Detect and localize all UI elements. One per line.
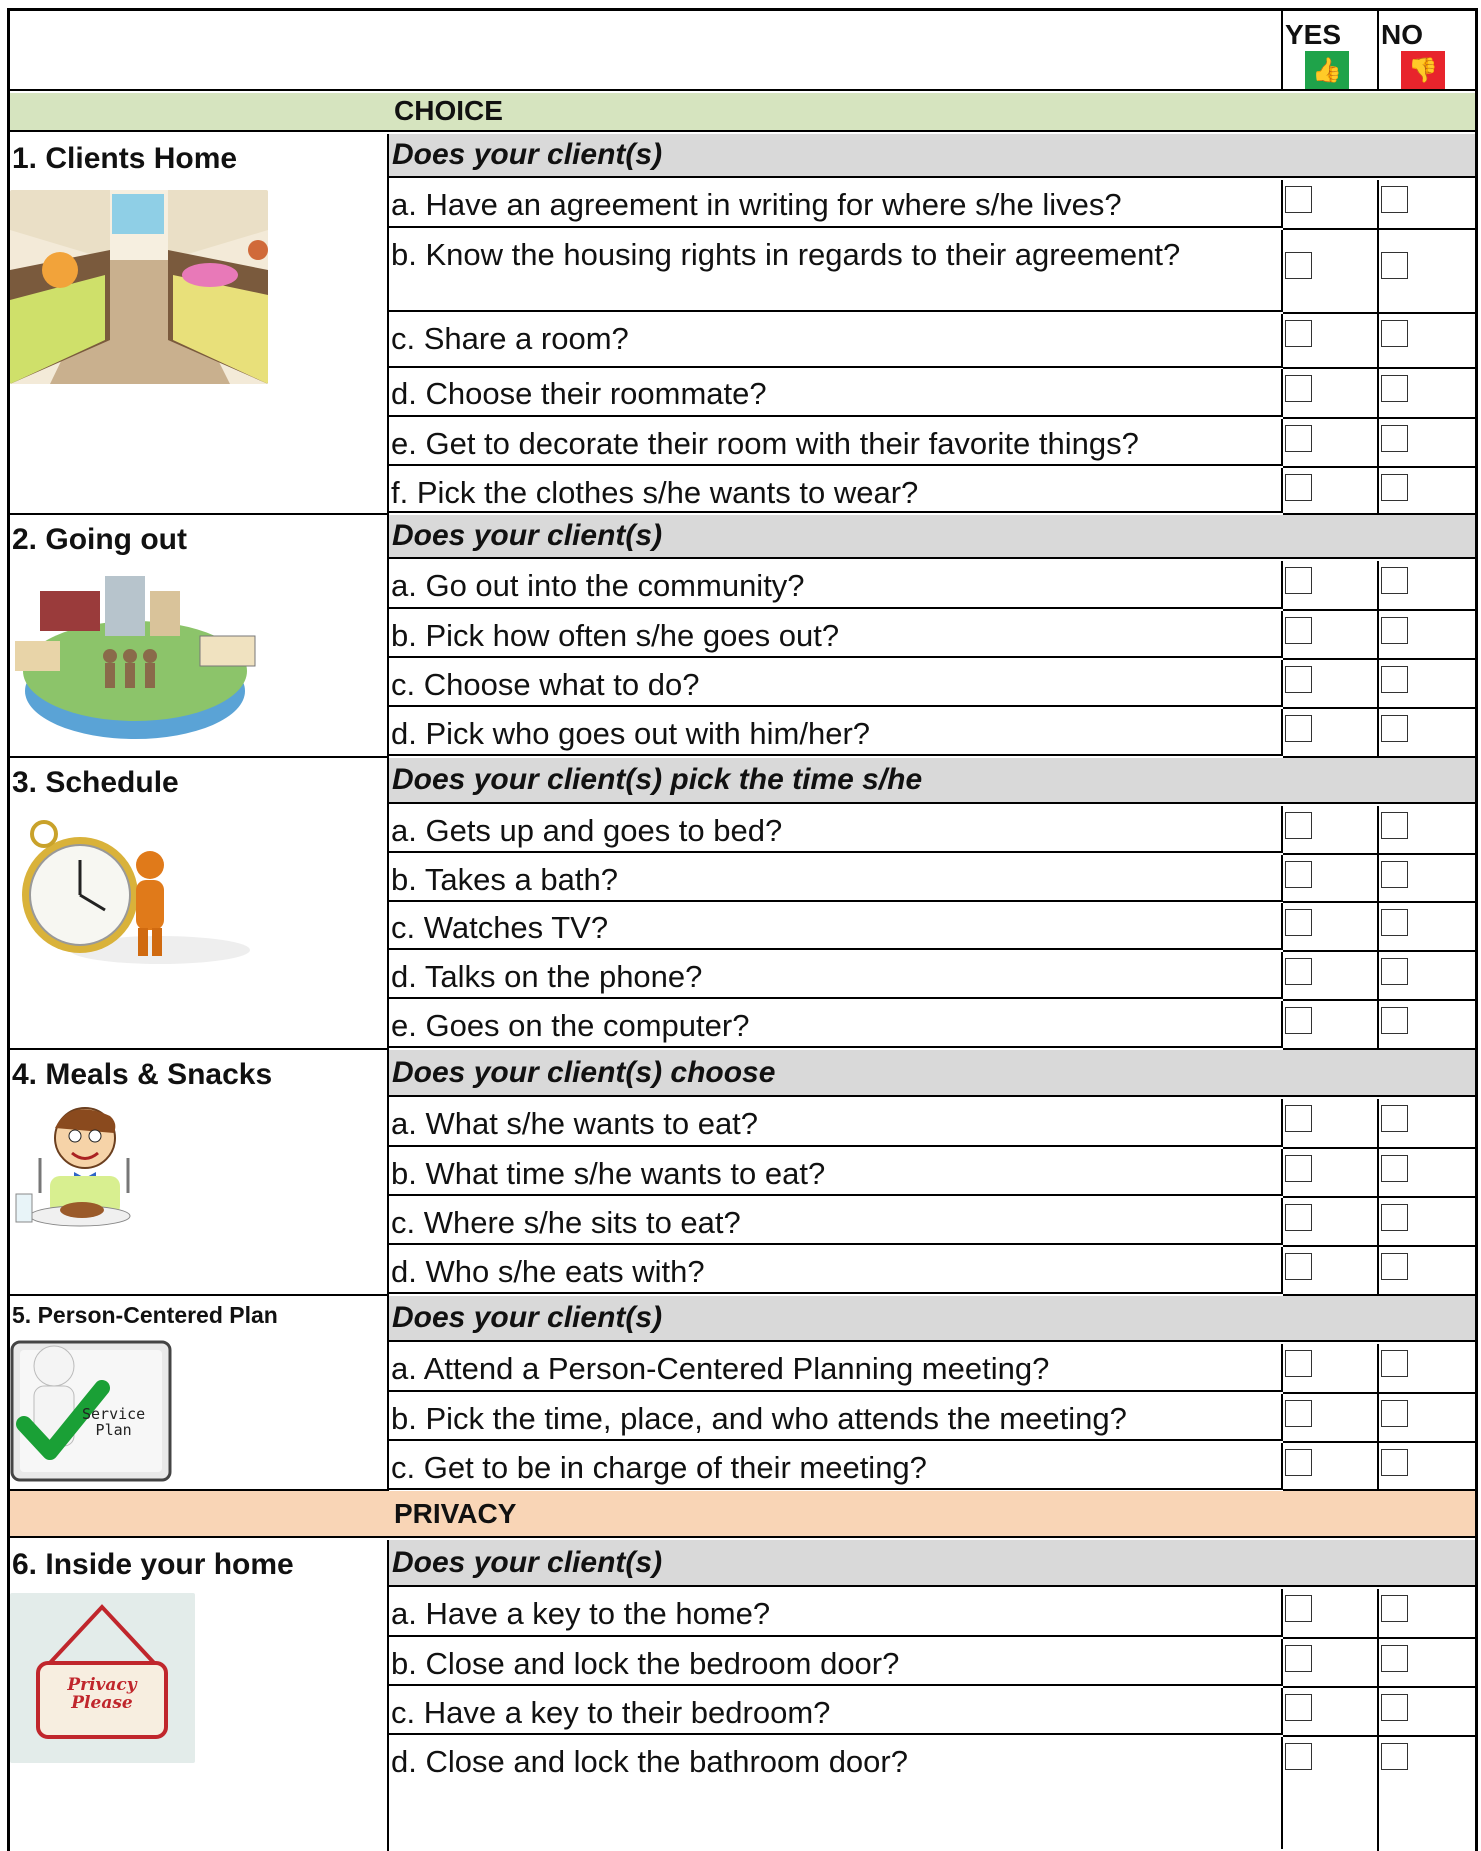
no-checkbox-3c[interactable] (1379, 903, 1475, 952)
no-checkbox-1c[interactable] (1379, 314, 1475, 370)
checkbox[interactable] (1285, 1743, 1312, 1770)
checkbox[interactable] (1381, 1449, 1408, 1476)
no-checkbox-6a[interactable] (1379, 1589, 1475, 1639)
question-3c: c. Watches TV? (389, 903, 1283, 950)
checkbox[interactable] (1285, 1400, 1312, 1427)
yes-checkbox-1b[interactable] (1283, 230, 1379, 314)
no-checkbox-2d[interactable] (1379, 709, 1475, 758)
checkbox[interactable] (1285, 567, 1312, 594)
no-checkbox-6d[interactable] (1379, 1737, 1475, 1851)
checkbox[interactable] (1381, 861, 1408, 888)
no-checkbox-1d[interactable] (1379, 369, 1475, 419)
checkbox[interactable] (1285, 715, 1312, 742)
yes-checkbox-3c[interactable] (1283, 903, 1379, 952)
question-4b: b. What time s/he wants to eat? (389, 1149, 1283, 1196)
yes-checkbox-3b[interactable] (1283, 855, 1379, 904)
yes-checkbox-5b[interactable] (1283, 1394, 1379, 1443)
checkbox[interactable] (1285, 1350, 1312, 1377)
yes-checkbox-3e[interactable] (1283, 1001, 1379, 1050)
no-checkbox-5c[interactable] (1379, 1443, 1475, 1492)
checkbox[interactable] (1285, 186, 1312, 213)
section-title: 3. Schedule (12, 765, 179, 799)
no-checkbox-2b[interactable] (1379, 611, 1475, 660)
yes-checkbox-3d[interactable] (1283, 952, 1379, 1001)
checkbox[interactable] (1285, 474, 1312, 501)
no-checkbox-5b[interactable] (1379, 1394, 1475, 1443)
section-title: 6. Inside your home (12, 1548, 294, 1582)
yes-checkbox-1c[interactable] (1283, 314, 1379, 370)
section-4-label (10, 1050, 389, 1296)
question-2a: a. Go out into the community? (389, 561, 1283, 609)
checkbox[interactable] (1381, 1253, 1408, 1280)
no-column-header (1379, 11, 1475, 91)
privacy-sign-text-2: Please (71, 1693, 133, 1714)
yes-checkbox-5c[interactable] (1283, 1443, 1379, 1492)
question-3e: e. Goes on the computer? (389, 1001, 1283, 1048)
privacy-sign-text-1: Privacy (67, 1675, 137, 1696)
yes-checkbox-1a[interactable] (1283, 180, 1379, 230)
yes-checkbox-6d[interactable] (1283, 1737, 1379, 1851)
section-1-label (10, 134, 389, 515)
section-2-prompt: Does your client(s) (389, 515, 1475, 559)
checkbox[interactable] (1381, 715, 1408, 742)
section-5-label (10, 1296, 389, 1492)
checkbox[interactable] (1285, 1253, 1312, 1280)
yes-checkbox-3a[interactable] (1283, 806, 1379, 855)
question-1f: f. Pick the clothes s/he wants to wear? (389, 468, 1283, 513)
checkbox[interactable] (1381, 1595, 1408, 1622)
question-5c: c. Get to be in charge of their meeting? (389, 1443, 1283, 1490)
no-checkbox-4b[interactable] (1379, 1149, 1475, 1198)
checkbox[interactable] (1285, 1449, 1312, 1476)
checkbox[interactable] (1381, 666, 1408, 693)
question-4a: a. What s/he wants to eat? (389, 1099, 1283, 1147)
checkbox[interactable] (1285, 861, 1312, 888)
question-6d: d. Close and lock the bathroom door? (389, 1737, 1283, 1849)
section-3-label (10, 758, 389, 1050)
question-2d: d. Pick who goes out with him/her? (389, 709, 1283, 756)
question-2b: b. Pick how often s/he goes out? (389, 611, 1283, 658)
checkbox[interactable] (1285, 1595, 1312, 1622)
checkbox[interactable] (1381, 1350, 1408, 1377)
checkbox[interactable] (1285, 958, 1312, 985)
no-checkbox-1b[interactable] (1379, 230, 1475, 314)
checkbox[interactable] (1285, 666, 1312, 693)
no-checkbox-5a[interactable] (1379, 1344, 1475, 1394)
yes-checkbox-6a[interactable] (1283, 1589, 1379, 1639)
yes-checkbox-5a[interactable] (1283, 1344, 1379, 1394)
section-2-label (10, 515, 389, 758)
checkbox[interactable] (1285, 1694, 1312, 1721)
pocket-watch-illustration (10, 810, 255, 975)
checkbox[interactable] (1285, 1007, 1312, 1034)
yes-checkbox-4c[interactable] (1283, 1198, 1379, 1247)
privacy-sign-illustration (10, 1593, 195, 1763)
checkbox[interactable] (1381, 320, 1408, 347)
yes-column-header (1283, 11, 1379, 91)
checkbox[interactable] (1285, 1105, 1312, 1132)
checkbox[interactable] (1381, 1105, 1408, 1132)
checkbox[interactable] (1381, 474, 1408, 501)
checkbox[interactable] (1381, 567, 1408, 594)
checkbox[interactable] (1381, 1155, 1408, 1182)
checkbox[interactable] (1285, 425, 1312, 452)
section-1-prompt: Does your client(s) (389, 134, 1475, 178)
checkbox[interactable] (1381, 812, 1408, 839)
checkbox[interactable] (1381, 1204, 1408, 1231)
no-checkbox-6b[interactable] (1379, 1639, 1475, 1688)
checkbox[interactable] (1381, 1007, 1408, 1034)
checkbox[interactable] (1381, 1645, 1408, 1672)
question-1b: b. Know the housing rights in regards to their agreement? (389, 230, 1283, 312)
question-1e: e. Get to decorate their room with their favorite things? (389, 419, 1283, 466)
checkbox[interactable] (1381, 252, 1408, 279)
checkbox[interactable] (1381, 375, 1408, 402)
question-1a: a. Have an agreement in writing for where s/he lives? (389, 180, 1283, 228)
yes-checkbox-2d[interactable] (1283, 709, 1379, 758)
yes-checkbox-2a[interactable] (1283, 561, 1379, 611)
eating-boy-illustration (10, 1098, 155, 1230)
service-plan-illustration (10, 1336, 174, 1484)
yes-checkbox-2c[interactable] (1283, 660, 1379, 709)
checkbox[interactable] (1285, 1645, 1312, 1672)
no-checkbox-6c[interactable] (1379, 1688, 1475, 1737)
question-4d: d. Who s/he eats with? (389, 1247, 1283, 1294)
checkbox[interactable] (1285, 617, 1312, 644)
section-5-prompt: Does your client(s) (389, 1296, 1475, 1342)
yes-checkbox-4b[interactable] (1283, 1149, 1379, 1198)
privacy-band: PRIVACY (10, 1491, 1475, 1538)
no-checkbox-3a[interactable] (1379, 806, 1475, 855)
question-6b: b. Close and lock the bedroom door? (389, 1639, 1283, 1686)
section-title: 4. Meals & Snacks (12, 1058, 273, 1092)
no-checkbox-2a[interactable] (1379, 561, 1475, 611)
yes-checkbox-1e[interactable] (1283, 419, 1379, 468)
thumbs-down-icon: 👎 (1401, 51, 1445, 89)
checkbox[interactable] (1381, 186, 1408, 213)
checklist-table (7, 8, 1478, 1851)
no-checkbox-4c[interactable] (1379, 1198, 1475, 1247)
checkbox[interactable] (1381, 1694, 1408, 1721)
yes-checkbox-4d[interactable] (1283, 1247, 1379, 1296)
checkbox[interactable] (1381, 958, 1408, 985)
checkbox[interactable] (1285, 320, 1312, 347)
no-checkbox-4d[interactable] (1379, 1247, 1475, 1296)
question-1c: c. Share a room? (389, 314, 1283, 368)
thumbs-up-icon: 👍 (1305, 51, 1349, 89)
question-6c: c. Have a key to their bedroom? (389, 1688, 1283, 1735)
section-title: 2. Going out (12, 523, 187, 557)
checkbox[interactable] (1381, 1400, 1408, 1427)
section-6-label (10, 1540, 389, 1851)
checkbox[interactable] (1381, 617, 1408, 644)
checkbox[interactable] (1285, 252, 1312, 279)
yes-checkbox-6b[interactable] (1283, 1639, 1379, 1688)
question-1d: d. Choose their roommate? (389, 369, 1283, 417)
question-2c: c. Choose what to do? (389, 660, 1283, 707)
yes-checkbox-1d[interactable] (1283, 369, 1379, 419)
yes-checkbox-2b[interactable] (1283, 611, 1379, 660)
no-checkbox-4a[interactable] (1379, 1099, 1475, 1149)
yes-checkbox-1f[interactable] (1283, 468, 1379, 515)
question-6a: a. Have a key to the home? (389, 1589, 1283, 1637)
checkbox[interactable] (1285, 375, 1312, 402)
no-checkbox-2c[interactable] (1379, 660, 1475, 709)
header-blank (10, 11, 1283, 91)
no-checkbox-3d[interactable] (1379, 952, 1475, 1001)
section-6-prompt: Does your client(s) (389, 1540, 1475, 1587)
community-illustration (10, 571, 260, 741)
section-title: 5. Person-Centered Plan (12, 1301, 278, 1328)
yes-label: YES (1285, 19, 1342, 50)
service-plan-text-2: Plan (95, 1421, 132, 1440)
checkbox[interactable] (1381, 1743, 1408, 1770)
service-plan-text-1: Service (82, 1404, 146, 1423)
no-checkbox-1a[interactable] (1379, 180, 1475, 230)
question-3b: b. Takes a bath? (389, 855, 1283, 902)
checkbox[interactable] (1381, 909, 1408, 936)
no-checkbox-1e[interactable] (1379, 419, 1475, 468)
section-title: 1. Clients Home (12, 141, 238, 175)
no-checkbox-3b[interactable] (1379, 855, 1475, 904)
checkbox[interactable] (1285, 1204, 1312, 1231)
yes-checkbox-4a[interactable] (1283, 1099, 1379, 1149)
bedroom-illustration (10, 190, 268, 384)
question-4c: c. Where s/he sits to eat? (389, 1198, 1283, 1245)
checkbox[interactable] (1381, 425, 1408, 452)
question-3a: a. Gets up and goes to bed? (389, 806, 1283, 853)
yes-checkbox-6c[interactable] (1283, 1688, 1379, 1737)
question-5b: b. Pick the time, place, and who attends the meeting? (389, 1394, 1283, 1441)
no-checkbox-3e[interactable] (1379, 1001, 1475, 1050)
checkbox[interactable] (1285, 909, 1312, 936)
choice-band: CHOICE (10, 93, 1475, 132)
question-5a: a. Attend a Person-Centered Planning meeting? (389, 1344, 1283, 1392)
no-checkbox-1f[interactable] (1379, 468, 1475, 515)
section-3-prompt: Does your client(s) pick the time s/he (389, 758, 1475, 804)
checkbox[interactable] (1285, 1155, 1312, 1182)
no-label: NO (1381, 19, 1423, 50)
section-4-prompt: Does your client(s) choose (389, 1050, 1475, 1097)
question-3d: d. Talks on the phone? (389, 952, 1283, 999)
checkbox[interactable] (1285, 812, 1312, 839)
